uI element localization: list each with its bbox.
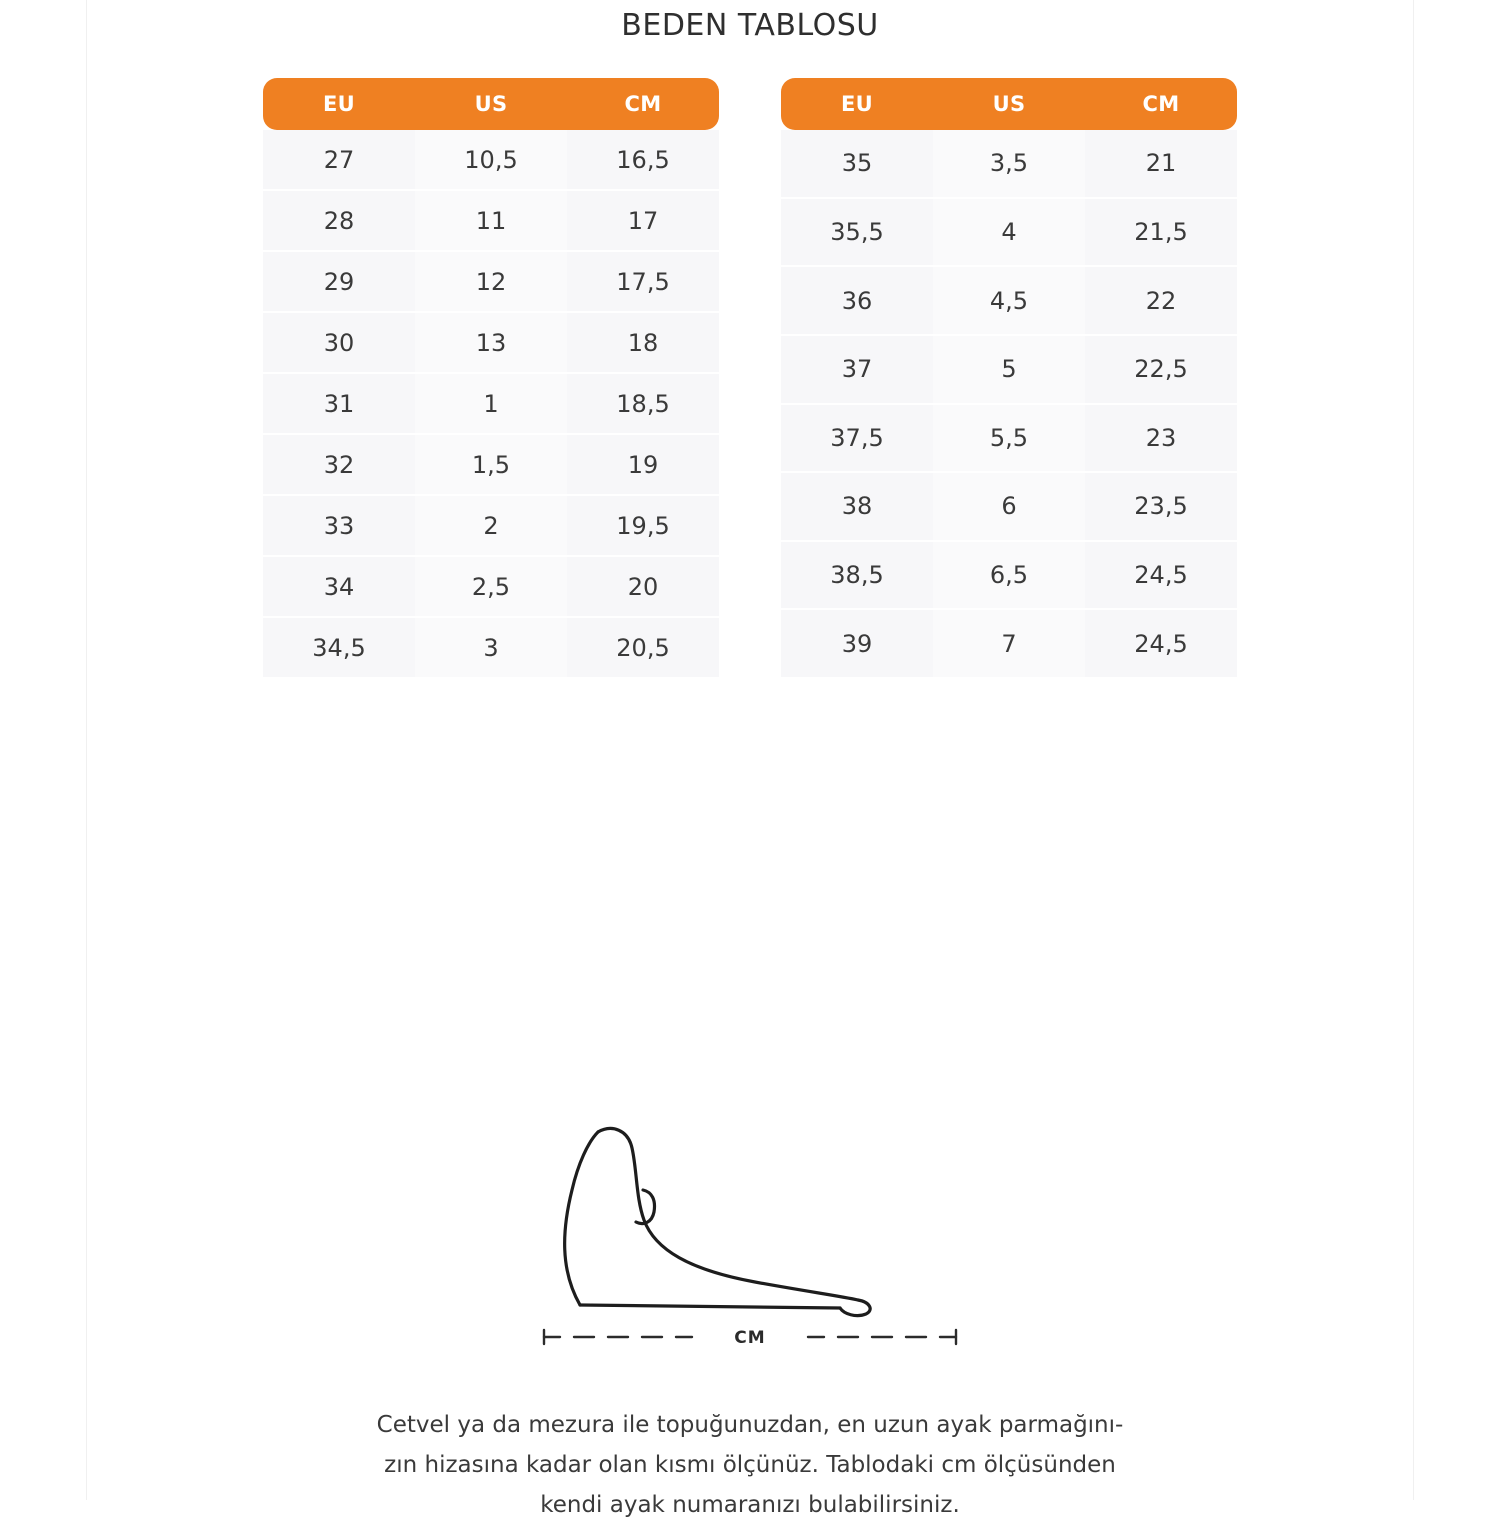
page-title: BEDEN TABLOSU bbox=[621, 8, 879, 43]
cell-cm: 20 bbox=[567, 557, 719, 618]
cell-cm: 17 bbox=[567, 191, 719, 252]
adult-size-table bbox=[781, 78, 1237, 679]
table-row bbox=[781, 610, 1237, 679]
cell-us: 1,5 bbox=[415, 435, 567, 496]
cell-eu: 28 bbox=[263, 191, 415, 252]
cell-us: 1 bbox=[415, 374, 567, 435]
cell-eu: 30 bbox=[263, 313, 415, 374]
cell-us: 2 bbox=[415, 496, 567, 557]
table-row bbox=[781, 130, 1237, 199]
cell-us: 13 bbox=[415, 313, 567, 374]
column-header-eu: EU bbox=[263, 78, 415, 130]
cell-cm: 19,5 bbox=[567, 496, 719, 557]
table-row bbox=[263, 252, 719, 313]
column-header-cm: CM bbox=[1085, 78, 1237, 130]
cell-us: 3 bbox=[415, 618, 567, 679]
cell-us: 6,5 bbox=[933, 542, 1085, 611]
table-row bbox=[781, 542, 1237, 611]
table-row bbox=[781, 473, 1237, 542]
table-row bbox=[263, 130, 719, 191]
table-row bbox=[263, 191, 719, 252]
cell-us: 11 bbox=[415, 191, 567, 252]
cell-us: 4 bbox=[933, 199, 1085, 268]
cell-eu: 27 bbox=[263, 130, 415, 191]
column-header-eu: EU bbox=[781, 78, 933, 130]
cell-cm: 19 bbox=[567, 435, 719, 496]
cell-eu: 32 bbox=[263, 435, 415, 496]
kids-size-table bbox=[263, 78, 719, 679]
cell-eu: 36 bbox=[781, 267, 933, 336]
ruler-unit-label: CM bbox=[734, 1328, 766, 1347]
cell-cm: 24,5 bbox=[1085, 610, 1237, 679]
instruction-caption bbox=[0, 1405, 1500, 1525]
cell-us: 7 bbox=[933, 610, 1085, 679]
column-header-us: US bbox=[933, 78, 1085, 130]
cell-cm: 22 bbox=[1085, 267, 1237, 336]
cell-us: 10,5 bbox=[415, 130, 567, 191]
table-row bbox=[263, 618, 719, 679]
table-row bbox=[263, 557, 719, 618]
cell-eu: 35,5 bbox=[781, 199, 933, 268]
size-tables-container bbox=[0, 78, 1500, 679]
cell-eu: 38,5 bbox=[781, 542, 933, 611]
column-header-cm: CM bbox=[567, 78, 719, 130]
table-header-row bbox=[263, 78, 719, 130]
table-row bbox=[781, 336, 1237, 405]
cell-cm: 16,5 bbox=[567, 130, 719, 191]
table-row bbox=[263, 496, 719, 557]
cell-cm: 17,5 bbox=[567, 252, 719, 313]
caption-line-3: kendi ayak numaranızı bulabilirsiniz. bbox=[540, 1492, 960, 1518]
ruler-scale bbox=[0, 1327, 1500, 1347]
ruler-dashes-left-icon bbox=[540, 1327, 960, 1347]
cell-cm: 22,5 bbox=[1085, 336, 1237, 405]
cell-us: 12 bbox=[415, 252, 567, 313]
cell-eu: 35 bbox=[781, 130, 933, 199]
cell-cm: 21,5 bbox=[1085, 199, 1237, 268]
cell-cm: 23 bbox=[1085, 405, 1237, 474]
cell-eu: 38 bbox=[781, 473, 933, 542]
cell-us: 5,5 bbox=[933, 405, 1085, 474]
cell-cm: 20,5 bbox=[567, 618, 719, 679]
cell-us: 4,5 bbox=[933, 267, 1085, 336]
cell-eu: 39 bbox=[781, 610, 933, 679]
cell-eu: 37 bbox=[781, 336, 933, 405]
column-header-us: US bbox=[415, 78, 567, 130]
cell-eu: 29 bbox=[263, 252, 415, 313]
cell-cm: 18 bbox=[567, 313, 719, 374]
cell-us: 3,5 bbox=[933, 130, 1085, 199]
cell-cm: 23,5 bbox=[1085, 473, 1237, 542]
table-row bbox=[781, 199, 1237, 268]
foot-outline-icon bbox=[540, 1120, 960, 1320]
cell-cm: 18,5 bbox=[567, 374, 719, 435]
cell-eu: 33 bbox=[263, 496, 415, 557]
cell-eu: 34,5 bbox=[263, 618, 415, 679]
cell-eu: 34 bbox=[263, 557, 415, 618]
caption-line-1: Cetvel ya da mezura ile topuğunuzdan, en uzun ayak parmağını- bbox=[376, 1412, 1124, 1438]
cell-cm: 24,5 bbox=[1085, 542, 1237, 611]
foot-measure-figure bbox=[0, 1120, 1500, 1320]
cell-us: 6 bbox=[933, 473, 1085, 542]
table-row bbox=[263, 313, 719, 374]
table-row bbox=[263, 374, 719, 435]
table-row bbox=[781, 267, 1237, 336]
cell-cm: 21 bbox=[1085, 130, 1237, 199]
cell-us: 2,5 bbox=[415, 557, 567, 618]
table-row bbox=[781, 405, 1237, 474]
cell-us: 5 bbox=[933, 336, 1085, 405]
caption-line-2: zın hizasına kadar olan kısmı ölçünüz. Tablodaki cm ölçüsünden bbox=[384, 1452, 1116, 1478]
table-row bbox=[263, 435, 719, 496]
cell-eu: 31 bbox=[263, 374, 415, 435]
cell-eu: 37,5 bbox=[781, 405, 933, 474]
table-header-row bbox=[781, 78, 1237, 130]
